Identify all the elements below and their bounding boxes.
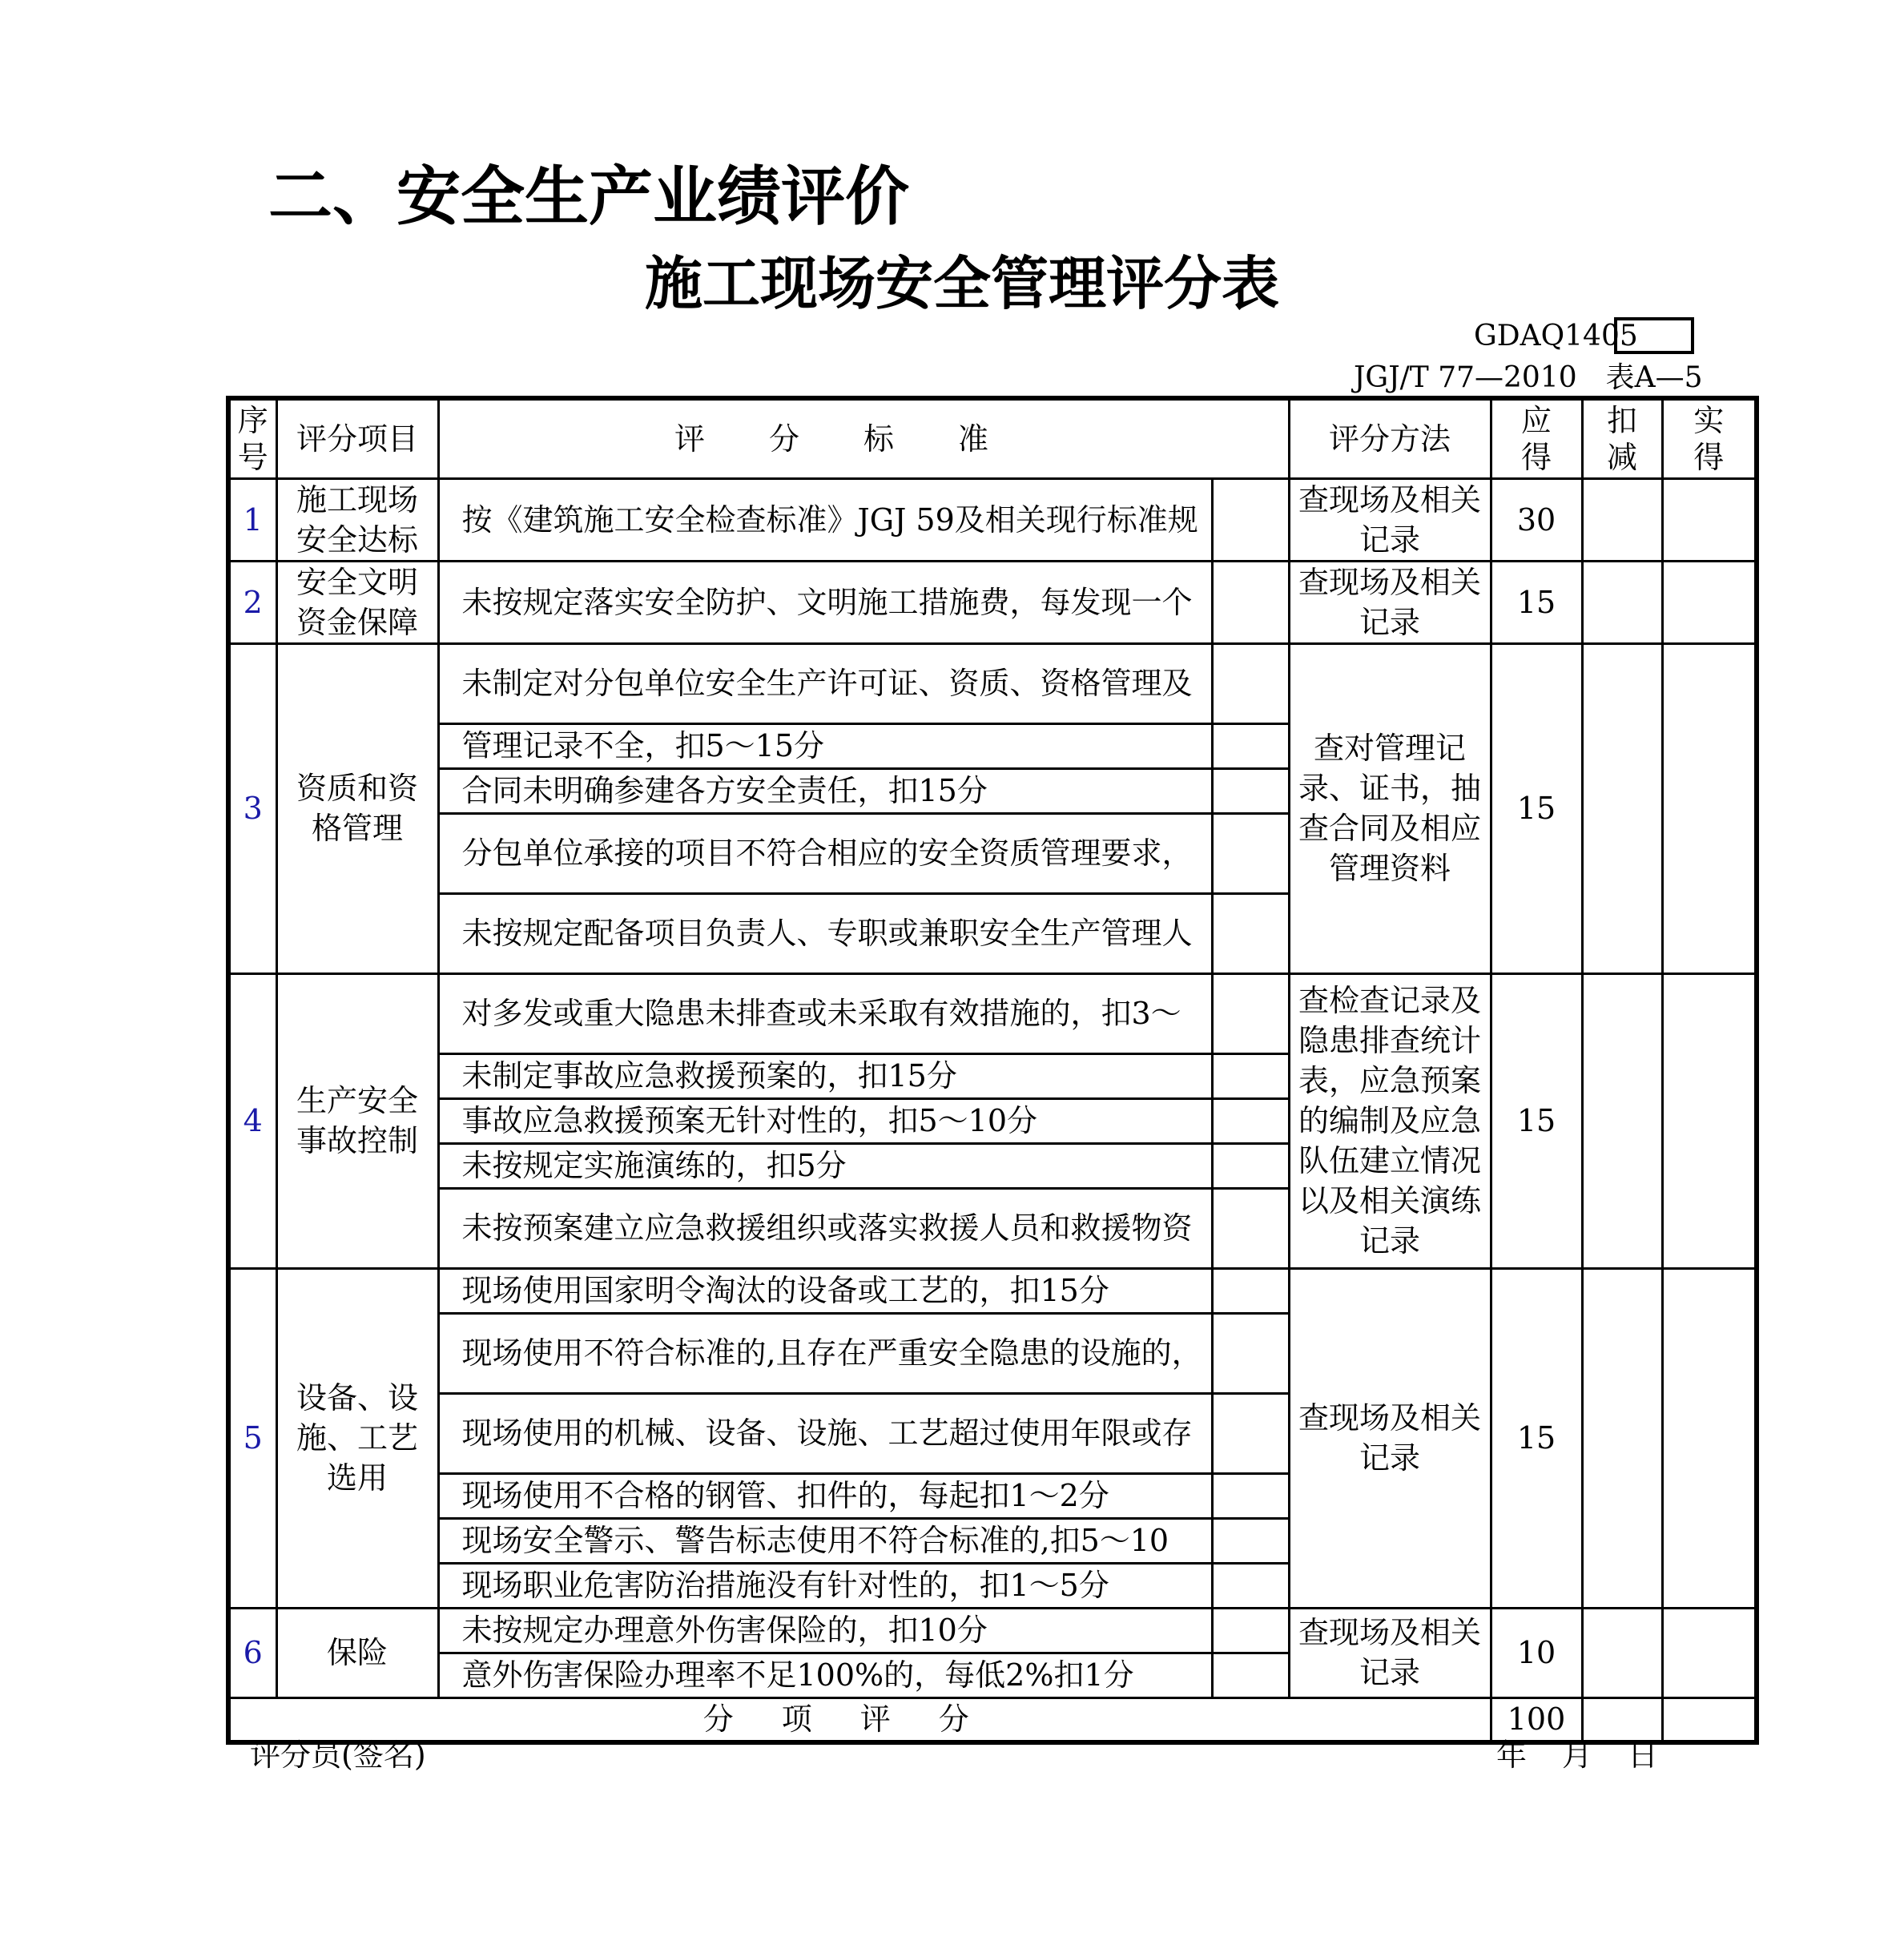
header-method: 评分方法 <box>1289 398 1491 478</box>
form-code: GDAQ1405 <box>1474 320 1638 352</box>
score-table <box>226 396 1759 1745</box>
criteria-text: 现场使用国家明令淘汰的设备或工艺的，扣15分 <box>461 1273 1109 1308</box>
row-actual-input[interactable] <box>1662 1608 1757 1697</box>
criteria-text: 管理记录不全，扣5～15分 <box>461 728 825 763</box>
criteria-text: 未按规定落实安全防护、文明施工措施费，每发现一个 <box>461 584 1193 620</box>
criteria-text: 现场使用的机械、设备、设施、工艺超过使用年限或存 <box>461 1416 1193 1451</box>
row-deduct-input[interactable] <box>1582 973 1662 1268</box>
row-seq: 3 <box>228 643 276 973</box>
table-row <box>228 478 1757 561</box>
subtotal-points: 100 <box>1491 1697 1582 1742</box>
header-deduct: 扣减 <box>1582 398 1662 478</box>
header-row <box>228 398 1757 478</box>
criteria-text: 对多发或重大隐患未排查或未采取有效措施的，扣3～ <box>461 996 1181 1031</box>
row-seq: 6 <box>228 1608 276 1697</box>
criteria-text: 按《建筑施工安全检查标准》JGJ 59及相关现行标准规 <box>461 501 1198 538</box>
row-item: 资质和资格管理 <box>276 643 438 973</box>
criteria-deduction-input[interactable] <box>1212 1053 1289 1098</box>
criteria-deduction-input[interactable] <box>1212 1143 1289 1188</box>
criteria-deduction-input[interactable] <box>1212 1313 1289 1393</box>
criteria-deduction-input[interactable] <box>1212 768 1289 813</box>
row-deduct-input[interactable] <box>1582 478 1662 561</box>
table-row <box>228 561 1757 643</box>
header-item: 评分项目 <box>276 398 438 478</box>
criteria-deduction-input[interactable] <box>1212 1653 1289 1697</box>
criteria-cell <box>438 768 1212 813</box>
row-item: 安全文明资金保障 <box>276 561 438 643</box>
row-item: 设备、设施、工艺选用 <box>276 1268 438 1608</box>
row-seq: 5 <box>228 1268 276 1608</box>
criteria-deduction-input[interactable] <box>1212 1188 1289 1268</box>
criteria-cell <box>438 723 1212 768</box>
criteria-cell <box>438 1608 1212 1653</box>
criteria-deduction-input[interactable] <box>1212 1268 1289 1313</box>
row-points: 15 <box>1491 1268 1582 1608</box>
criteria-cell <box>438 1143 1212 1188</box>
form-title: 施工现场安全管理评分表 <box>645 250 1280 317</box>
criteria-text: 分包单位承接的项目不符合相应的安全资质管理要求， <box>461 836 1193 871</box>
criteria-cell <box>438 643 1212 723</box>
header-should-get: 应得 <box>1491 398 1582 478</box>
row-method: 查现场及相关记录 <box>1289 561 1491 643</box>
criteria-cell <box>438 478 1212 561</box>
year-label: 年 <box>1496 1738 1528 1773</box>
criteria-deduction-input[interactable] <box>1212 561 1289 643</box>
row-actual-input[interactable] <box>1662 561 1757 643</box>
table-row <box>228 973 1757 1053</box>
row-method: 查检查记录及隐患排查统计表，应急预案的编制及应急队伍建立情况以及相关演练记录 <box>1289 973 1491 1268</box>
criteria-text: 意外伤害保险办理率不足100%的，每低2%扣1分 <box>461 1657 1134 1693</box>
criteria-text: 未按预案建立应急救援组织或落实救援人员和救援物资 <box>461 1210 1193 1246</box>
row-actual-input[interactable] <box>1662 973 1757 1268</box>
criteria-deduction-input[interactable] <box>1212 1518 1289 1563</box>
criteria-text: 未制定对分包单位安全生产许可证、资质、资格管理及 <box>461 666 1193 701</box>
row-deduct-input[interactable] <box>1582 1268 1662 1608</box>
criteria-cell <box>438 1518 1212 1563</box>
subtotal-actual-input[interactable] <box>1662 1697 1757 1742</box>
criteria-deduction-input[interactable] <box>1212 1563 1289 1608</box>
header-seq: 序号 <box>228 398 276 478</box>
row-deduct-input[interactable] <box>1582 1608 1662 1697</box>
day-label: 日 <box>1628 1738 1659 1773</box>
criteria-text: 未按规定配备项目负责人、专职或兼职安全生产管理人 <box>461 916 1193 951</box>
criteria-text: 未按规定办理意外伤害保险的，扣10分 <box>461 1613 988 1648</box>
header-criteria: 评分标准 <box>438 398 1289 478</box>
row-item: 施工现场安全达标 <box>276 478 438 561</box>
row-actual-input[interactable] <box>1662 643 1757 973</box>
criteria-deduction-input[interactable] <box>1212 723 1289 768</box>
criteria-deduction-input[interactable] <box>1212 478 1289 561</box>
row-points: 15 <box>1491 643 1582 973</box>
form-code-input-box[interactable] <box>1614 317 1694 354</box>
criteria-cell <box>438 1563 1212 1608</box>
criteria-text: 未制定事故应急救援预案的，扣15分 <box>461 1058 957 1093</box>
criteria-deduction-input[interactable] <box>1212 893 1289 973</box>
criteria-cell <box>438 561 1212 643</box>
row-seq: 1 <box>228 478 276 561</box>
row-deduct-input[interactable] <box>1582 561 1662 643</box>
criteria-deduction-input[interactable] <box>1212 643 1289 723</box>
criteria-deduction-input[interactable] <box>1212 973 1289 1053</box>
criteria-cell <box>438 1188 1212 1268</box>
table-row <box>228 1608 1757 1653</box>
row-item: 生产安全事故控制 <box>276 973 438 1268</box>
criteria-text: 现场使用不合格的钢管、扣件的，每起扣1～2分 <box>461 1478 1109 1513</box>
rater-signature-label: 评分员(签名) <box>250 1738 426 1773</box>
criteria-deduction-input[interactable] <box>1212 1473 1289 1518</box>
criteria-text: 现场职业危害防治措施没有针对性的，扣1～5分 <box>461 1568 1109 1603</box>
criteria-text: 未按规定实施演练的，扣5分 <box>461 1148 847 1183</box>
criteria-deduction-input[interactable] <box>1212 1098 1289 1143</box>
row-deduct-input[interactable] <box>1582 643 1662 973</box>
row-seq: 4 <box>228 973 276 1268</box>
date-labels <box>1496 1736 1658 1774</box>
criteria-text: 事故应急救援预案无针对性的，扣5～10分 <box>461 1103 1038 1138</box>
criteria-cell <box>438 1313 1212 1393</box>
row-method: 查现场及相关记录 <box>1289 1268 1491 1608</box>
month-label: 月 <box>1562 1738 1593 1773</box>
table-row <box>228 643 1757 723</box>
header-actual: 实得 <box>1662 398 1757 478</box>
criteria-cell <box>438 1393 1212 1473</box>
criteria-cell <box>438 893 1212 973</box>
row-method: 查现场及相关记录 <box>1289 1608 1491 1697</box>
row-method: 查现场及相关记录 <box>1289 478 1491 561</box>
standard-reference: JGJ/T 77—2010 表A—5 <box>1354 361 1703 394</box>
row-item: 保险 <box>276 1608 438 1697</box>
criteria-cell <box>438 1473 1212 1518</box>
row-points: 30 <box>1491 478 1582 561</box>
row-points: 15 <box>1491 973 1582 1268</box>
criteria-text: 合同未明确参建各方安全责任，扣15分 <box>461 773 988 808</box>
criteria-cell <box>438 813 1212 893</box>
row-points: 10 <box>1491 1608 1582 1697</box>
row-seq: 2 <box>228 561 276 643</box>
criteria-deduction-input[interactable] <box>1212 813 1289 893</box>
subtotal-label: 分项评分 <box>228 1697 1491 1742</box>
criteria-cell <box>438 1053 1212 1098</box>
criteria-cell <box>438 1268 1212 1313</box>
criteria-cell <box>438 1653 1212 1697</box>
section-title: 二、安全生产业绩评价 <box>268 159 909 234</box>
row-actual-input[interactable] <box>1662 1268 1757 1608</box>
row-method: 查对管理记录、证书，抽查合同及相应管理资料 <box>1289 643 1491 973</box>
row-points: 15 <box>1491 561 1582 643</box>
criteria-cell <box>438 973 1212 1053</box>
criteria-text: 现场使用不符合标准的,且存在严重安全隐患的设施的， <box>461 1335 1202 1371</box>
criteria-deduction-input[interactable] <box>1212 1393 1289 1473</box>
table-row <box>228 1268 1757 1313</box>
criteria-cell <box>438 1098 1212 1143</box>
criteria-deduction-input[interactable] <box>1212 1608 1289 1653</box>
row-actual-input[interactable] <box>1662 478 1757 561</box>
criteria-text: 现场安全警示、警告标志使用不符合标准的,扣5～10 <box>461 1523 1169 1558</box>
